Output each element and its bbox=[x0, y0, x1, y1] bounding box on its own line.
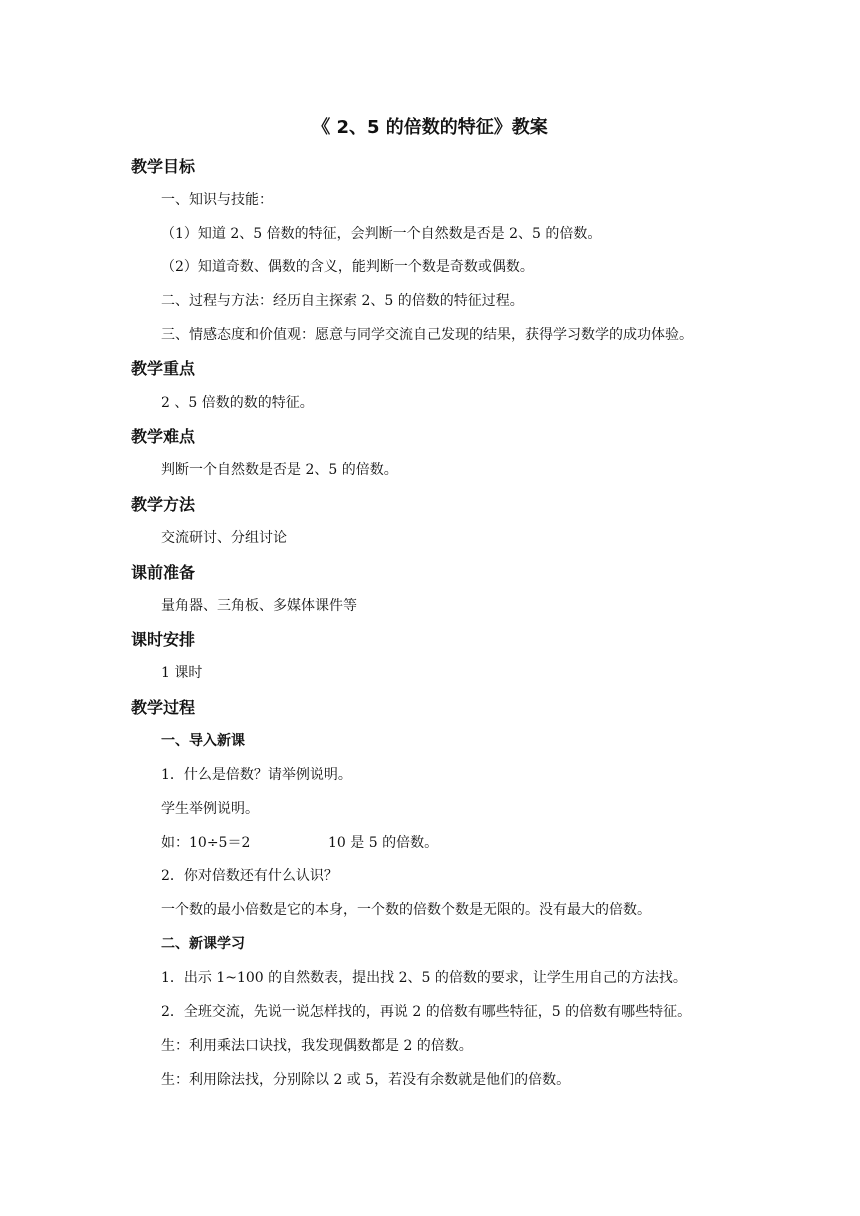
subheading-part2: 二、新课学习 bbox=[161, 936, 245, 952]
objective-line: 一、知识与技能： bbox=[161, 192, 273, 208]
process-line: 一个数的最小倍数是它的本身，一个数的倍数个数是无限的。没有最大的倍数。 bbox=[161, 902, 651, 918]
objective-line: （1）知道 2、5 倍数的特征，会判断一个自然数是否是 2、5 的倍数。 bbox=[161, 226, 602, 242]
document-title: 《 2、5 的倍数的特征》教案 bbox=[312, 117, 548, 138]
objective-line: 二、过程与方法：经历自主探索 2、5 的倍数的特征过程。 bbox=[161, 293, 524, 309]
heading-key-points: 教学重点 bbox=[131, 359, 196, 378]
process-line: 1．什么是倍数？请举例说明。 bbox=[161, 767, 352, 783]
heading-difficulties: 教学难点 bbox=[131, 427, 196, 446]
methods-text: 交流研讨、分组讨论 bbox=[161, 530, 287, 546]
heading-schedule: 课时安排 bbox=[131, 630, 196, 649]
heading-preparation: 课前准备 bbox=[131, 563, 196, 582]
example-note: 10 是 5 的倍数。 bbox=[328, 835, 439, 851]
objective-line: （2）知道奇数、偶数的含义，能判断一个数是奇数或偶数。 bbox=[161, 259, 534, 275]
key-points-text: 2 、5 倍数的数的特征。 bbox=[161, 395, 314, 411]
heading-objectives: 教学目标 bbox=[131, 157, 196, 176]
process-line: 学生举例说明。 bbox=[161, 801, 259, 817]
process-line: 2．全班交流，先说一说怎样找的，再说 2 的倍数有哪些特征，5 的倍数有哪些特征。 bbox=[161, 1004, 692, 1020]
objective-line: 三、情感态度和价值观：愿意与同学交流自己发现的结果，获得学习数学的成功体验。 bbox=[161, 327, 693, 343]
process-line: 生：利用乘法口诀找，我发现偶数都是 2 的倍数。 bbox=[161, 1038, 473, 1054]
process-line: 生：利用除法找，分别除以 2 或 5，若没有余数就是他们的倍数。 bbox=[161, 1072, 571, 1088]
preparation-text: 量角器、三角板、多媒体课件等 bbox=[161, 598, 357, 614]
process-line: 1．出示 1~100 的自然数表，提出找 2、5 的倍数的要求，让学生用自己的方法找。 bbox=[161, 970, 687, 986]
process-line: 2．你对倍数还有什么认识？ bbox=[161, 868, 338, 884]
difficulties-text: 判断一个自然数是否是 2、5 的倍数。 bbox=[161, 462, 398, 478]
heading-methods: 教学方法 bbox=[131, 495, 196, 514]
heading-process: 教学过程 bbox=[131, 698, 196, 717]
schedule-text: 1 课时 bbox=[161, 665, 203, 681]
example-equation: 如：10÷5＝2 bbox=[161, 835, 251, 851]
subheading-part1: 一、导入新课 bbox=[161, 733, 245, 749]
